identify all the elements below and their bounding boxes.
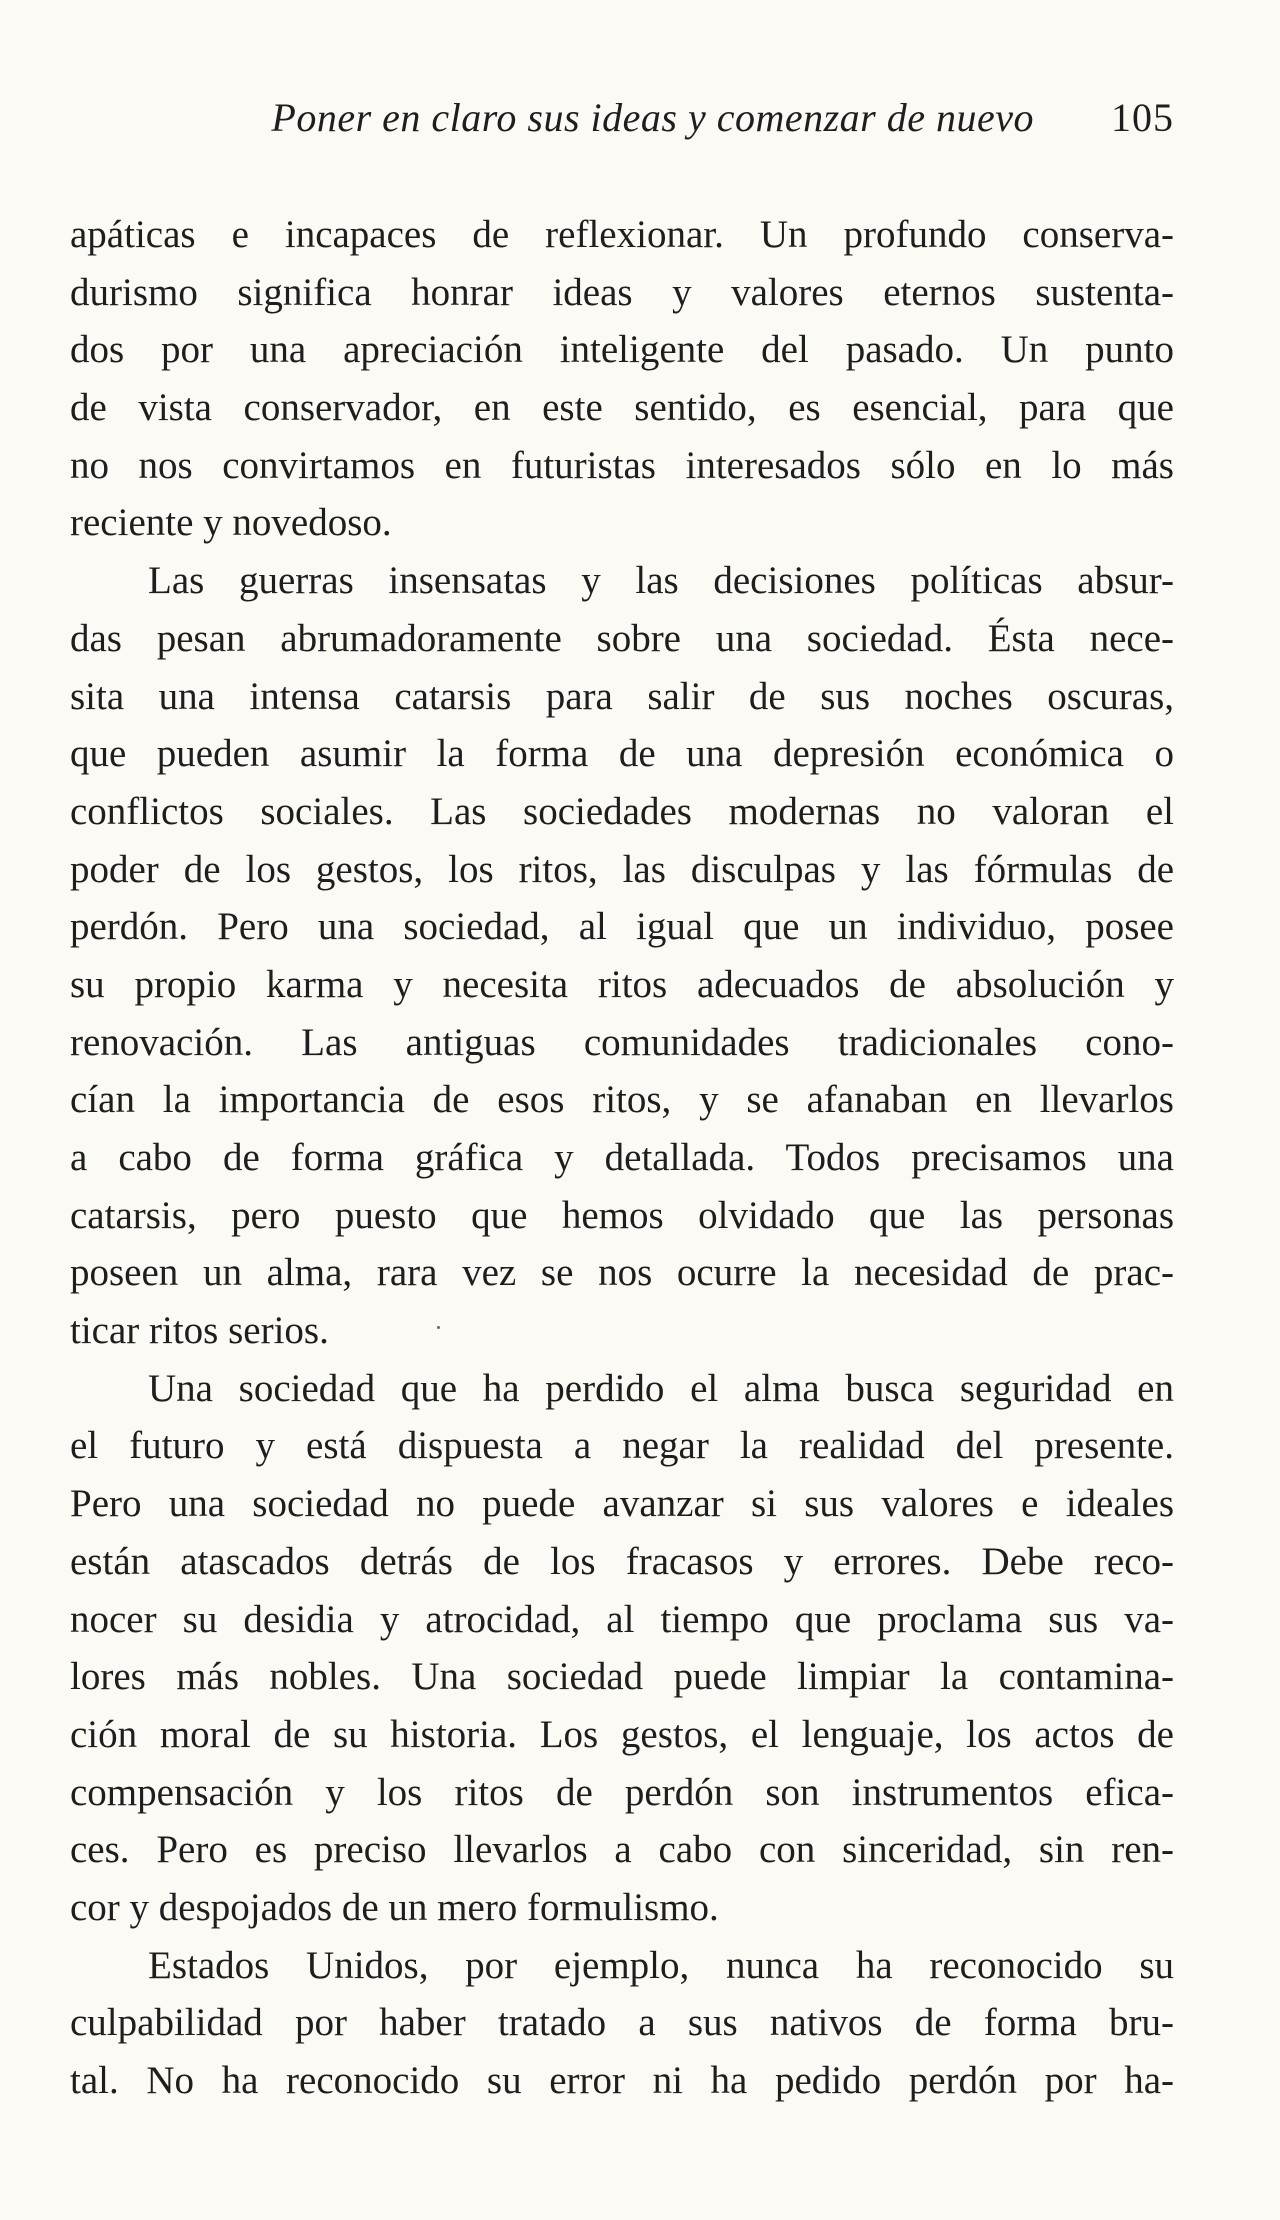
paragraph: [70, 206, 1174, 552]
text-line: conflictos sociales. Las sociedades modernas no valoran el: [70, 789, 1174, 833]
text-line: tal. No ha reconocido su error ni ha pedido perdón por ha-: [70, 2059, 1174, 2102]
text-line: están atascados detrás de los fracasos y errores. Debe reco-: [70, 1539, 1174, 1583]
text-line: reciente y novedoso.: [70, 501, 392, 545]
text-line: Pero una sociedad no puede avanzar si sus valores e ideales: [70, 1482, 1174, 1526]
text-line: renovación. Las antiguas comunidades tradicionales cono-: [70, 1020, 1174, 1064]
text-line: Una sociedad que ha perdido el alma busca seguridad en: [148, 1366, 1174, 1410]
text-line: no nos convirtamos en futuristas interesados sólo en lo más: [70, 443, 1174, 487]
text-line: nocer su desidia y atrocidad, al tiempo que proclama sus va-: [70, 1597, 1174, 1641]
paragraph: [70, 1937, 1174, 2110]
text-line: lores más nobles. Una sociedad puede limpiar la contamina-: [70, 1655, 1174, 1699]
text-line: sita una intensa catarsis para salir de sus noches oscuras,: [70, 674, 1174, 718]
page-number: 105: [1111, 95, 1174, 140]
stray-ink-dot: [437, 1326, 440, 1329]
text-line: catarsis, pero puesto que hemos olvidado que las personas: [70, 1193, 1174, 1237]
text-line: cían la importancia de esos ritos, y se afanaban en llevarlos: [70, 1078, 1174, 1122]
running-title: Poner en claro sus ideas y comenzar de nuevo: [271, 95, 1034, 140]
body-text: [70, 206, 1174, 2110]
text-line: ces. Pero es preciso llevarlos a cabo con sinceridad, sin ren-: [70, 1828, 1174, 1872]
running-header: [70, 88, 1174, 148]
text-line: a cabo de forma gráfica y detallada. Todos precisamos una: [70, 1136, 1174, 1179]
text-line: perdón. Pero una sociedad, al igual que un individuo, posee: [70, 905, 1174, 949]
text-line: Las guerras insensatas y las decisiones políticas absur-: [148, 559, 1174, 603]
text-line: culpabilidad por haber tratado a sus nativos de forma bru-: [70, 2001, 1174, 2045]
text-line: el futuro y está dispuesta a negar la realidad del presente.: [70, 1424, 1174, 1468]
text-line: ticar ritos serios.: [70, 1309, 329, 1353]
text-line: dos por una apreciación inteligente del pasado. Un punto: [70, 328, 1174, 372]
text-line: cor y despojados de un mero formulismo.: [70, 1885, 719, 1929]
text-line: poder de los gestos, los ritos, las disculpas y las fórmulas de: [70, 847, 1174, 891]
text-line: compensación y los ritos de perdón son instrumentos efica-: [70, 1770, 1174, 1814]
text-line: das pesan abrumadoramente sobre una sociedad. Ésta nece-: [70, 616, 1174, 660]
text-line: su propio karma y necesita ritos adecuados de absolución y: [70, 962, 1174, 1006]
text-line: durismo significa honrar ideas y valores eternos sustenta-: [70, 270, 1174, 314]
paragraph: [70, 552, 1174, 1360]
text-line: poseen un alma, rara vez se nos ocurre la necesidad de prac-: [70, 1251, 1174, 1295]
text-line: Estados Unidos, por ejemplo, nunca ha reconocido su: [148, 1943, 1174, 1987]
text-line: apáticas e incapaces de reflexionar. Un profundo conserva-: [70, 213, 1174, 256]
paragraph: [70, 1360, 1174, 1937]
text-line: ción moral de su historia. Los gestos, el lenguaje, los actos de: [70, 1712, 1174, 1756]
text-line: que pueden asumir la forma de una depresión económica o: [70, 732, 1174, 776]
text-line: de vista conservador, en este sentido, es esencial, para que: [70, 386, 1174, 430]
